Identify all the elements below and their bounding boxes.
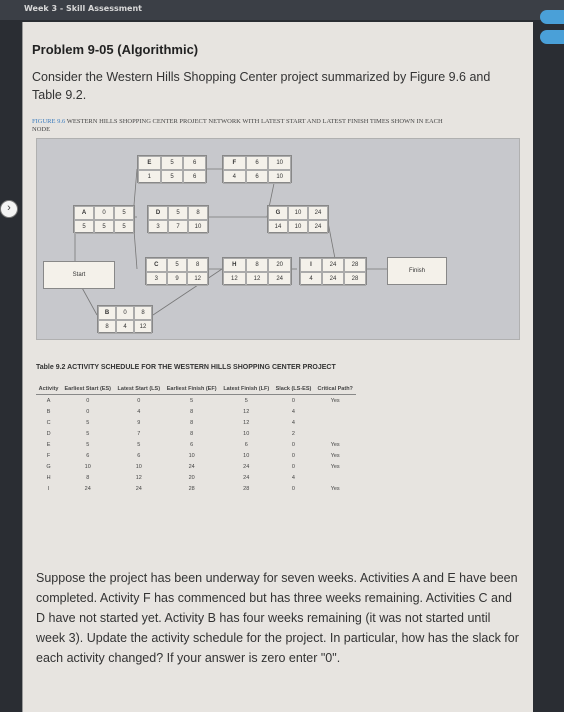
help-badge-icon[interactable] — [540, 30, 564, 44]
node-c: C 5 8 3 9 12 — [145, 257, 209, 285]
table-cell: 5 — [86, 430, 90, 437]
table-cell: 0 — [291, 485, 295, 492]
table-row — [36, 417, 356, 428]
table-cell: 5 — [86, 419, 90, 426]
col-header: Latest Start (LS) — [114, 384, 163, 395]
table-cell: Yes — [330, 441, 340, 448]
table-header-row — [36, 384, 356, 395]
question-text: Suppose the project has been underway for seven weeks. Activities A and E have been completed. Activity F has commenced but has three weeks remaining. Activities C and D have not started yet. Activity B has four weeks remaining (it was not started until week 3). Update the activity schedule for the project. In particular, how has the slack for each activity changed? If your answer is zero enter "0". — [36, 571, 519, 665]
table-cell: 28 — [243, 485, 250, 492]
table-cell: H — [46, 474, 51, 481]
node-g: G 10 24 14 10 24 — [267, 205, 329, 233]
table-cell: 6 — [86, 452, 90, 459]
table-cell: 0 — [86, 397, 90, 404]
table-cell: A — [46, 397, 51, 404]
table-row — [36, 428, 356, 439]
start-node: Start — [43, 261, 115, 289]
table-cell: Yes — [330, 463, 340, 470]
table-cell: 5 — [86, 441, 90, 448]
table-row — [36, 472, 356, 483]
col-header: Critical Path? — [314, 384, 356, 395]
table-cell: 8 — [86, 474, 90, 481]
node-d: D 5 8 3 7 10 — [147, 205, 209, 233]
node-e: E 5 6 1 5 6 — [137, 155, 207, 183]
node-f: F 6 10 4 6 10 — [222, 155, 292, 183]
table-cell: 4 — [291, 419, 295, 426]
top-bar — [0, 0, 564, 20]
table-cell: 0 — [137, 397, 141, 404]
table-cell: 0 — [291, 397, 295, 404]
table-cell: 10 — [135, 463, 142, 470]
table-cell: 0 — [86, 408, 90, 415]
table-cell: E — [46, 441, 51, 448]
table-cell: 6 — [137, 452, 141, 459]
activity-schedule-table — [36, 384, 356, 494]
table-cell: 5 — [190, 397, 194, 404]
node-h: H 8 20 12 12 24 — [222, 257, 292, 285]
col-header: Latest Finish (LF) — [220, 384, 273, 395]
table-row — [36, 395, 356, 407]
table-cell: 24 — [243, 474, 250, 481]
breadcrumb[interactable]: Week 3 - Skill Assessment — [24, 4, 142, 13]
table-cell: Yes — [330, 452, 340, 459]
table-cell: 7 — [137, 430, 141, 437]
table-row — [36, 406, 356, 417]
table-cell: 24 — [188, 463, 195, 470]
table-cell: 4 — [137, 408, 141, 415]
col-header: Earliest Finish (EF) — [163, 384, 220, 395]
table-cell: 8 — [190, 419, 194, 426]
table-caption: Table 9.2 ACTIVITY SCHEDULE FOR THE WESTERN HILLS SHOPPING CENTER PROJECT — [36, 364, 336, 371]
table-cell: 28 — [188, 485, 195, 492]
table-row — [36, 483, 356, 494]
table-cell: 2 — [291, 430, 295, 437]
table-cell: 4 — [291, 408, 295, 415]
table-cell: F — [46, 452, 51, 459]
table-cell: Yes — [330, 397, 340, 404]
figure-caption — [32, 118, 452, 134]
table-cell: C — [46, 419, 51, 426]
table-cell: 12 — [243, 408, 250, 415]
table-cell — [314, 417, 356, 428]
col-header: Activity — [36, 384, 61, 395]
col-header: Slack (LS-ES) — [273, 384, 315, 395]
table-cell: 9 — [137, 419, 141, 426]
table-cell: G — [46, 463, 51, 470]
node-a: A 0 5 5 5 5 — [73, 205, 135, 233]
table-cell: 10 — [84, 463, 91, 470]
table-row — [36, 461, 356, 472]
network-figure — [36, 138, 520, 340]
table-cell: 8 — [190, 408, 194, 415]
table-cell: 10 — [188, 452, 195, 459]
problem-description: Consider the Western Hills Shopping Center project summarized by Figure 9.6 and Table 9.2. — [32, 70, 491, 102]
table-row — [36, 450, 356, 461]
col-header: Earliest Start (ES) — [61, 384, 114, 395]
table-cell: 8 — [190, 430, 194, 437]
table-cell: 6 — [190, 441, 194, 448]
table-cell — [314, 406, 356, 417]
table-cell: 6 — [244, 441, 248, 448]
table-cell: 10 — [243, 452, 250, 459]
table-cell: I — [47, 485, 50, 492]
problem-title: Problem 9-05 (Algorithmic) — [32, 42, 199, 57]
table-cell: 24 — [135, 485, 142, 492]
table-cell: 24 — [84, 485, 91, 492]
table-cell: B — [46, 408, 51, 415]
table-row — [36, 439, 356, 450]
table-cell: D — [46, 430, 51, 437]
table-cell — [314, 472, 356, 483]
table-cell — [314, 428, 356, 439]
node-i: I 24 28 4 24 28 — [299, 257, 367, 285]
table-body — [36, 395, 356, 495]
table-cell: 10 — [243, 430, 250, 437]
table-cell: 12 — [243, 419, 250, 426]
table-cell: 0 — [291, 452, 295, 459]
finish-node: Finish — [387, 257, 447, 285]
expand-chevron-icon[interactable]: › — [0, 200, 18, 218]
table-cell: 24 — [243, 463, 250, 470]
table-cell: 12 — [135, 474, 142, 481]
table-cell: 0 — [291, 463, 295, 470]
table-cell: 5 — [137, 441, 141, 448]
figure-label: FIGURE 9.6 — [32, 118, 66, 125]
table-cell: 4 — [291, 474, 295, 481]
table-cell: 0 — [291, 441, 295, 448]
chat-badge-icon[interactable] — [540, 10, 564, 24]
table-cell: Yes — [330, 485, 340, 492]
table-cell: 20 — [188, 474, 195, 481]
table-cell: 5 — [244, 397, 248, 404]
figure-caption-text: WESTERN HILLS SHOPPING CENTER PROJECT NETWORK WITH LATEST START AND LATEST FINISH TIMES SHOWN IN EACH NODE — [32, 118, 443, 133]
node-b: B 0 8 8 4 12 — [97, 305, 153, 333]
